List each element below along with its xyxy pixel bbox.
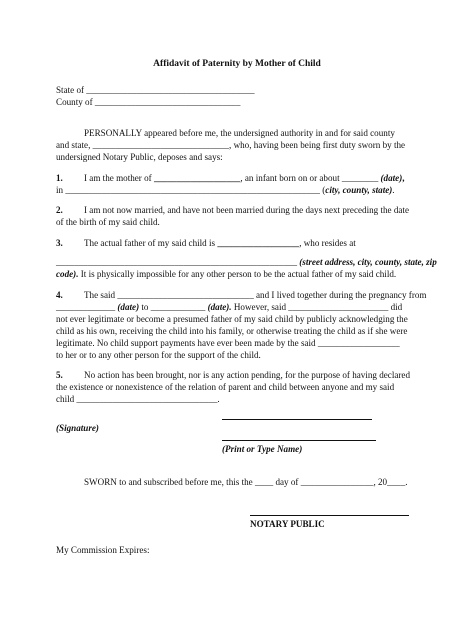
intro-line-3: undersigned Notary Public, deposes and says: [56,152,223,162]
paragraph-4-line-5: legitimate. No child support payments have ever been made by the said __________________ [56,338,400,348]
notary-signature-line [250,515,409,516]
state-line: State of _____________________________________ [56,85,255,95]
signature-line [222,419,372,420]
paragraph-4-line-4: child as his own, receiving the child into his family, or otherwise treating the child as if she were [56,326,408,336]
paragraph-5-number: 5. [56,370,63,380]
paragraph-1-line-2: in ________________________________________________________ (city, county, state). [56,185,395,195]
paragraph-5-line-3: child _______________________________. [56,394,220,404]
paragraph-4-line-3: not ever legitimate or become a presumed father of my said child by publicly acknowledging the [56,314,408,324]
paragraph-5-line-2: the existence or nonexistence of the relation of parent and child between anyone and my said [56,382,395,392]
print-name-line [222,440,376,441]
paragraph-4-line-2: _____________ (date) to ____________ (date). However, said ______________________ did [56,302,403,312]
paragraph-1-number: 1. [56,173,63,183]
paragraph-5-line-1: 5. No action has been brought, nor is any action pending, for the purpose of having declared [56,370,411,380]
paragraph-1-line-1: 1. I am the mother of ___________________, an infant born on or about ________ (date), [56,173,405,183]
paragraph-3-number: 3. [56,238,63,248]
sworn-line: SWORN to and subscribed before me, this the ____ day of ________________, 20____. [84,477,408,487]
signature-label: (Signature) [56,423,99,433]
intro-line-1: PERSONALLY appeared before me, the undersigned authority in and for said county [84,128,395,138]
paragraph-3-line-1: 3. The actual father of my said child is __________________, who resides at [56,238,356,248]
document-title: Affidavit of Paternity by Mother of Child [153,59,321,69]
county-line: County of ________________________________ [56,97,241,107]
paragraph-2-line-2: of the birth of my said child. [56,217,160,227]
paragraph-2-line-1: 2. I am not now married, and have not been married during the days next preceding the date [56,205,409,215]
notary-public-label: NOTARY PUBLIC [250,519,325,529]
paragraph-4-number: 4. [56,290,63,300]
print-name-label: (Print or Type Name) [222,444,303,454]
intro-line-2: and state, ______________________________, who, having been being first duty sworn by the [56,140,406,150]
paragraph-4-line-6: to her or to any other person for the support of the child. [56,350,261,360]
paragraph-3-line-2: _____________________________________________________ (street address, city, county, state, zip [56,257,437,267]
paragraph-3-line-3: code). It is physically impossible for any other person to be the actual father of my said child. [56,269,397,279]
paragraph-4-line-1: 4. The said ______________________________ and I lived together during the pregnancy from [56,290,427,300]
commission-expires-label: My Commission Expires: [56,545,150,555]
paragraph-2-number: 2. [56,205,63,215]
